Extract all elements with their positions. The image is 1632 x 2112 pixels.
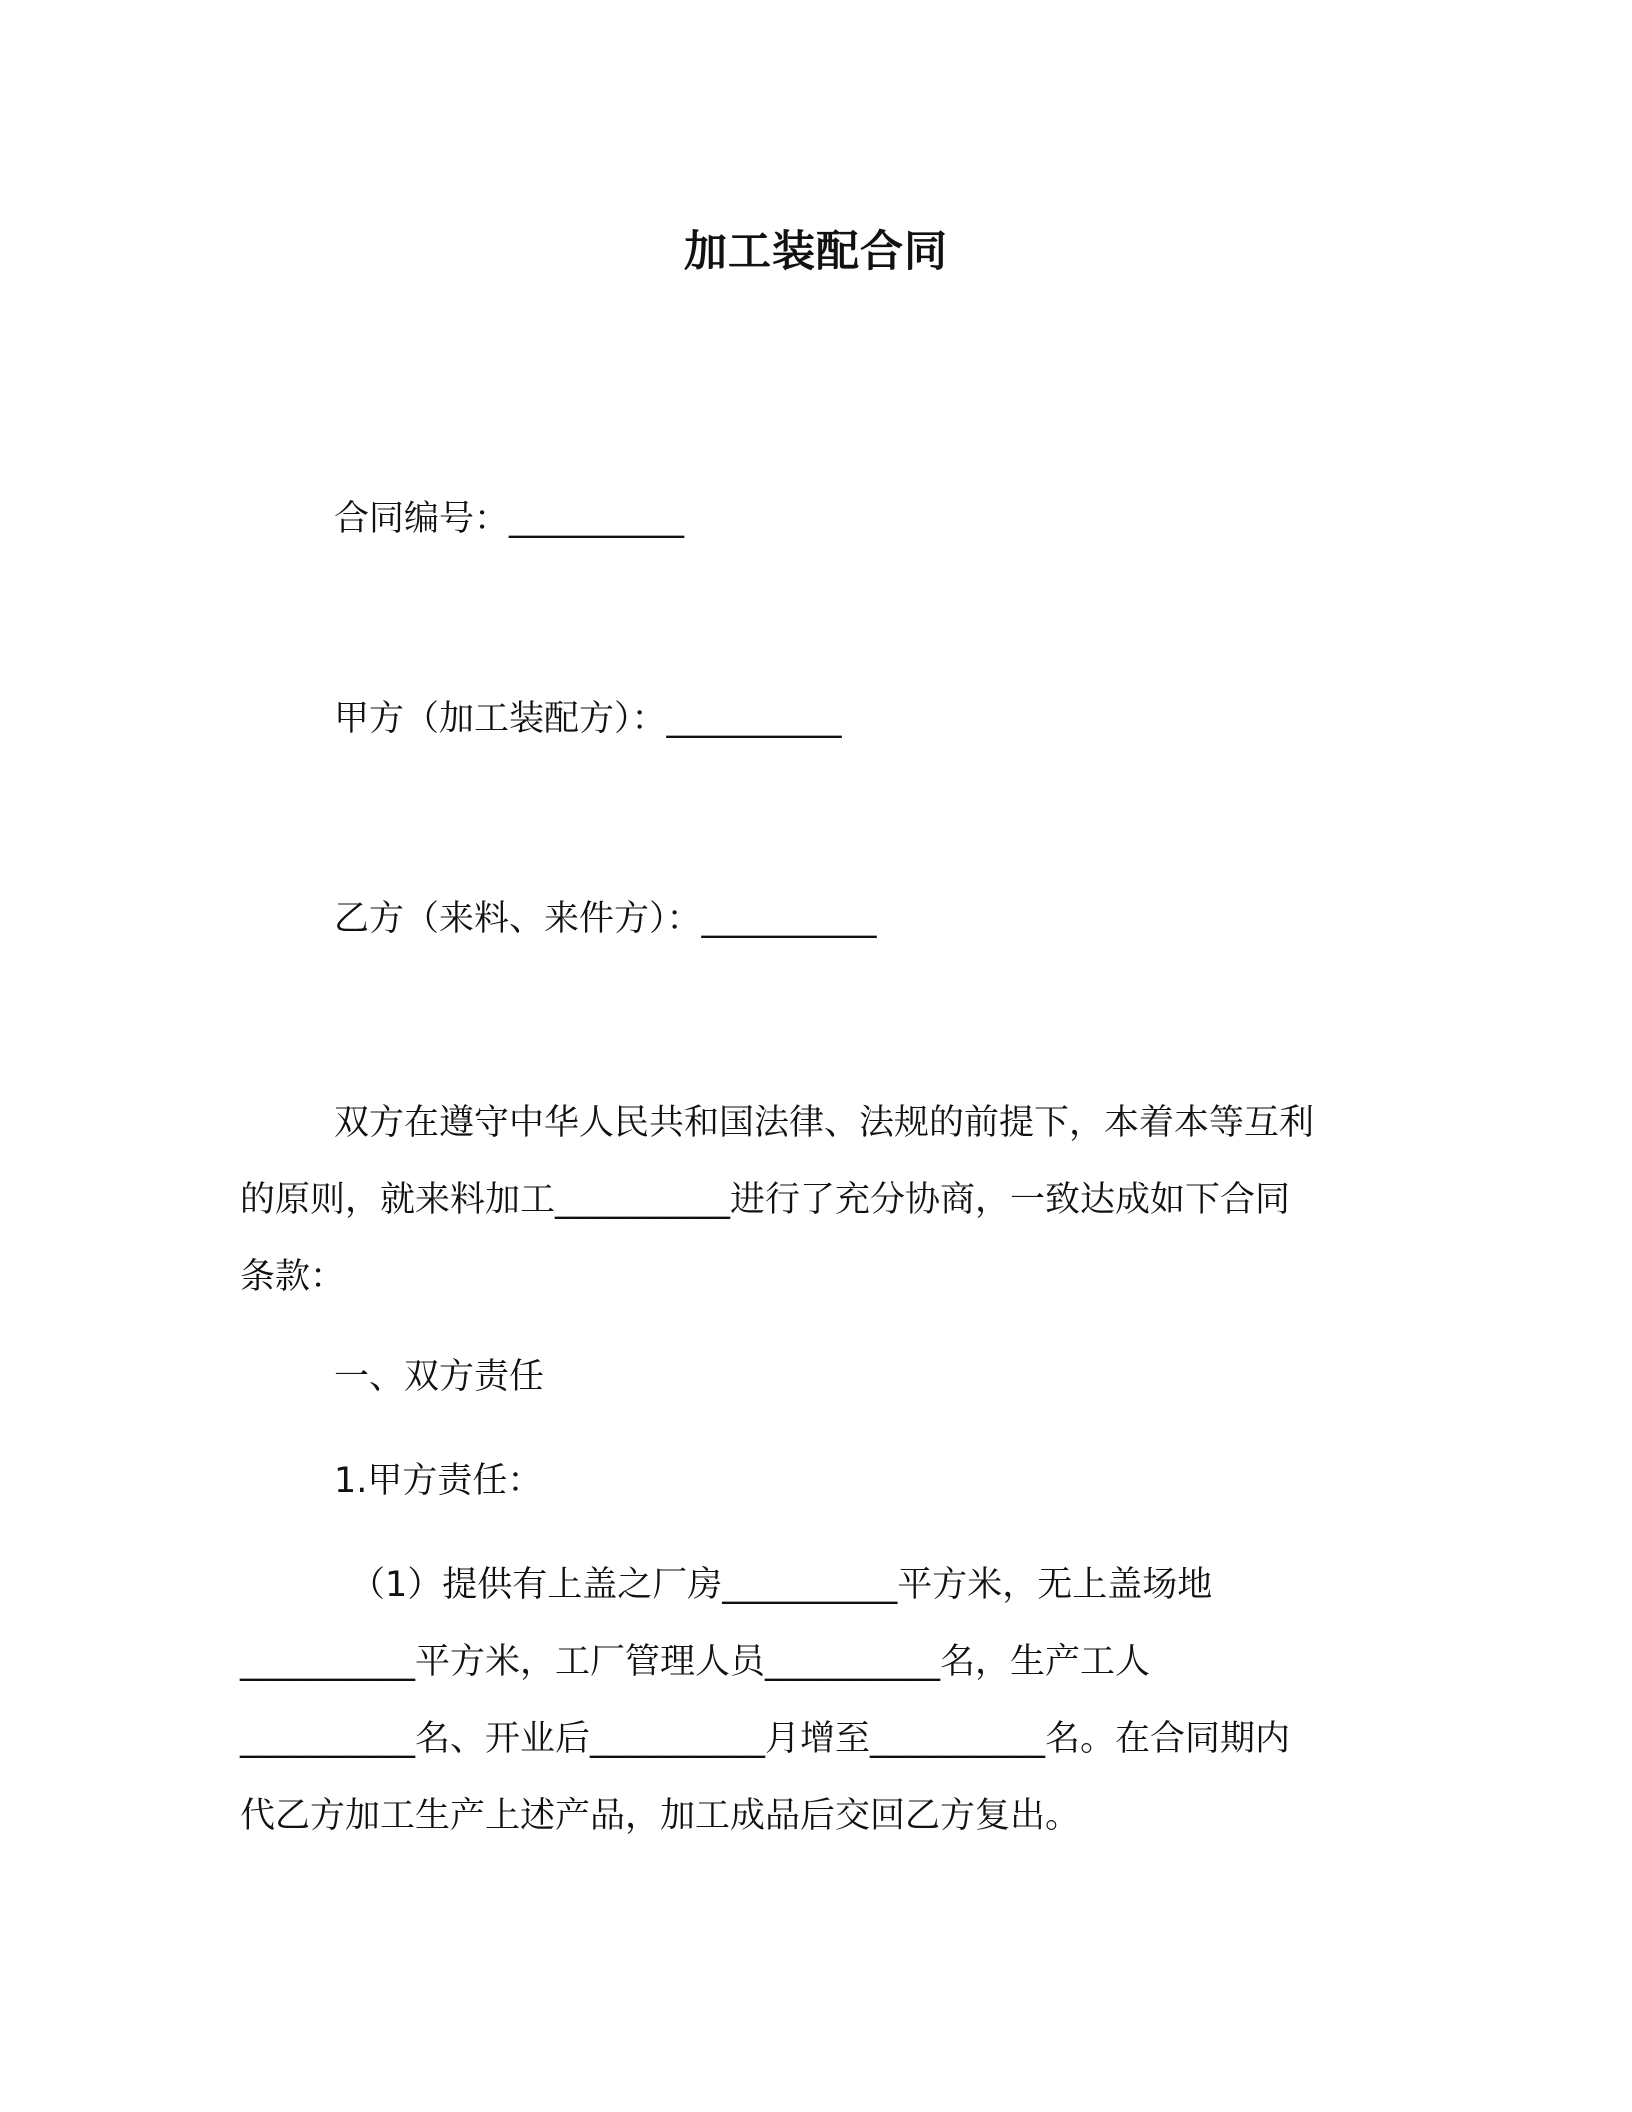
clause-1-line-4: 代乙方加工生产上述产品，加工成品后交回乙方复出。 — [240, 1796, 1081, 1836]
intro-line-1: 双方在遵守中华人民共和国法律、法规的前提下，本着本等互利 — [334, 1103, 1315, 1143]
clause-1-line-1: （1）提供有上盖之厂房__________平方米，无上盖场地 — [350, 1565, 1213, 1605]
party-b-line: 乙方（来料、来件方）：__________ — [334, 899, 877, 939]
clause-1-line-3: __________名、开业后__________月增至__________名。在合同期内 — [240, 1719, 1291, 1759]
intro-line-3: 条款： — [240, 1257, 346, 1297]
clause-1-line-2: __________平方米，工厂管理人员__________名，生产工人 — [240, 1642, 1151, 1682]
party-a-line: 甲方（加工装配方）：__________ — [334, 699, 842, 739]
section-1-heading: 一、双方责任 — [334, 1357, 545, 1397]
intro-line-2: 的原则，就来料加工__________进行了充分协商，一致达成如下合同 — [240, 1180, 1291, 1220]
subsection-1-heading: 1.甲方责任： — [334, 1461, 543, 1501]
contract-number-line: 合同编号：__________ — [334, 499, 685, 539]
document-title: 加工装配合同 — [684, 227, 948, 277]
